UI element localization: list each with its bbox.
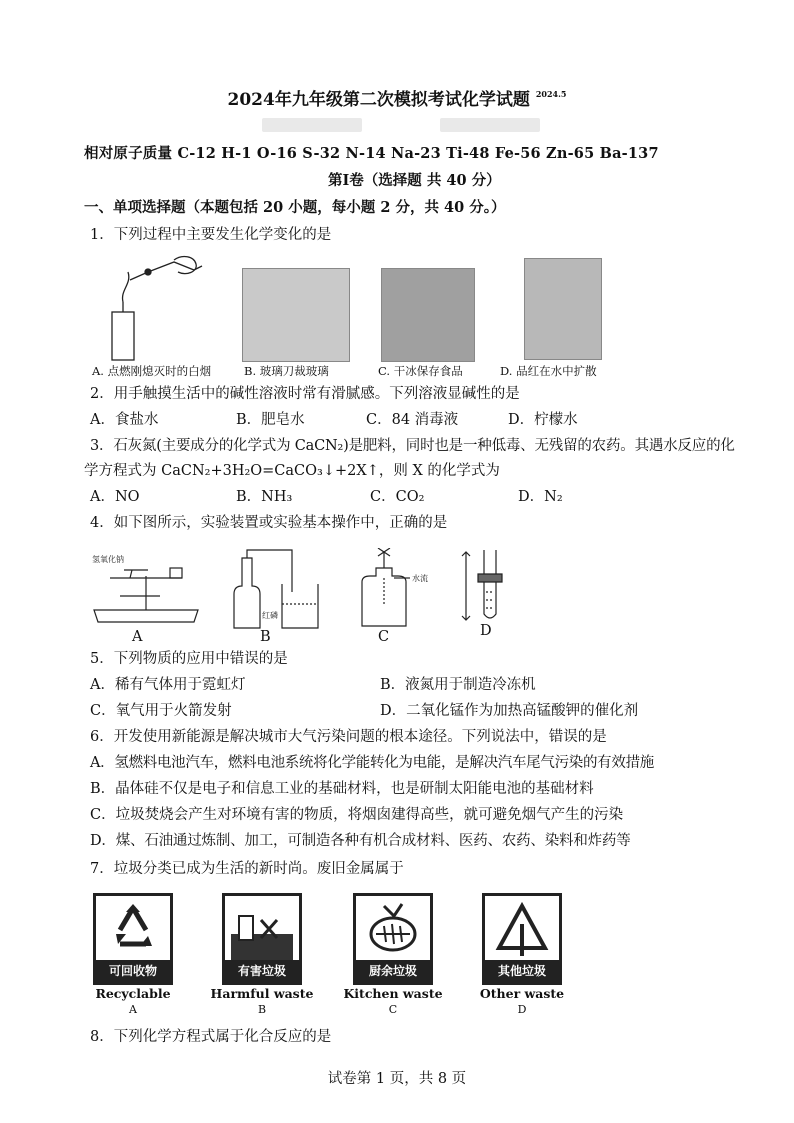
q2-option-c: C．84 消毒液 (366, 412, 459, 428)
q7-label-b: B (257, 1003, 267, 1016)
test-tube-figure (456, 548, 516, 628)
q5-option-c: C．氧气用于火箭发射 (90, 703, 232, 719)
redacted-field (262, 118, 362, 132)
q5-option-b: B．液氮用于制造冷冻机 (380, 677, 536, 693)
q7-label-a: A (129, 1003, 137, 1016)
kitchen-label: 厨余垃圾 (356, 960, 430, 982)
q5-stem: 5．下列物质的应用中错误的是 (90, 651, 288, 667)
title-text: 2024年九年级第二次模拟考试化学试题 (227, 90, 530, 110)
other-label: 其他垃圾 (485, 960, 559, 982)
water-label: 水流 (412, 574, 428, 583)
q3-stem-line2: 学方程式为 CaCN₂+3H₂O=CaCO₃↓+2X↑，则 X 的化学式为 (84, 463, 500, 479)
harmful-label: 有害垃圾 (225, 960, 299, 982)
q6-option-b: B．晶体硅不仅是电子和信息工业的基础材料，也是研制太阳能电池的基础材料 (90, 781, 594, 797)
q6-option-d: D．煤、石油通过炼制、加工，可制造各种有机合成材料、医药、农药、染料和炸药等 (90, 833, 631, 849)
dye-diffusion-photo (524, 258, 602, 360)
q3-stem-line1: 3．石灰氮(主要成分的化学式为 CaCN₂)是肥料，同时也是一种低毒、无残留的农药。其遇水反应的化 (90, 438, 735, 454)
q4-label-b: B (260, 629, 271, 645)
q5-option-d: D．二氧化锰作为加热高锰酸钾的催化剂 (380, 703, 639, 719)
harmful-en: Harmful waste (210, 986, 314, 1001)
page-footer: 试卷第 1 页，共 8 页 (327, 1071, 467, 1087)
dry-ice-photo (381, 268, 475, 362)
kitchen-bin-sign (353, 893, 433, 985)
balance-figure (90, 548, 202, 628)
q8-stem: 8．下列化学方程式属于化合反应的是 (90, 1029, 332, 1045)
harmful-bin-sign (222, 893, 302, 985)
q6-option-a: A．氢燃料电池汽车，燃料电池系统将化学能转化为电能，是解决汽车尾气污染的有效措施 (90, 755, 654, 771)
battery-icon (225, 898, 299, 962)
q4-label-c: C (378, 629, 390, 645)
q1-caption-d: D. 品红在水中扩散 (500, 364, 597, 378)
q3-option-d: D．N₂ (518, 489, 563, 505)
q2-stem: 2．用手触摸生活中的碱性溶液时常有滑腻感。下列溶液显碱性的是 (90, 386, 520, 402)
q3-option-b: B．NH₃ (236, 489, 293, 505)
balance-label: 氢氧化钠 (92, 555, 124, 564)
kitchen-en: Kitchen waste (343, 986, 443, 1001)
q2-option-a: A．食盐水 (90, 412, 159, 428)
fish-bone-icon (356, 898, 430, 962)
q4-label-a: A (132, 629, 143, 645)
q3-option-a: A．NO (90, 489, 140, 505)
q2-option-b: B．肥皂水 (236, 412, 305, 428)
q6-option-c: C．垃圾焚烧会产生对环境有害的物质，将烟囱建得高些，就可避免烟气产生的污染 (90, 807, 624, 823)
apparatus-label: 红磷 (262, 611, 278, 620)
q3-option-c: C．CO₂ (370, 489, 425, 505)
atomic-masses: 相对原子质量 C-12 H-1 O-16 S-32 N-14 Na-23 Ti-48 Fe-56 Zn-65 Ba-137 (84, 145, 659, 162)
q1-caption-a: A. 点燃刚熄灭时的白烟 (92, 364, 212, 378)
q2-option-d: D．柠檬水 (508, 412, 578, 428)
q7-label-d: D (517, 1003, 527, 1016)
phosphorus-apparatus-figure (226, 548, 326, 630)
q5-option-a: A．稀有气体用于霓虹灯 (90, 677, 246, 693)
q7-label-c: C (388, 1003, 398, 1016)
recyclable-en: Recyclable (95, 986, 171, 1001)
recyclable-label: 可回收物 (96, 960, 170, 982)
exam-title (0, 85, 794, 110)
recycle-icon (96, 898, 170, 962)
recyclable-bin-sign (93, 893, 173, 985)
section-heading: 第Ⅰ卷（选择题 共 40 分） (328, 172, 501, 189)
iron-burning-figure (354, 548, 446, 628)
other-bin-sign (482, 893, 562, 985)
other-en: Other waste (479, 986, 565, 1001)
other-waste-icon (485, 898, 559, 962)
redacted-field (440, 118, 540, 132)
exam-date: 2024.5 (535, 89, 567, 99)
part-heading: 一、单项选择题（本题包括 20 小题，每小题 2 分，共 40 分。） (84, 199, 506, 216)
candle-figure (90, 250, 220, 362)
q1-stem: 1．下列过程中主要发生化学变化的是 (90, 227, 332, 243)
glass-cutting-photo (242, 268, 350, 362)
q6-stem: 6．开发使用新能源是解决城市大气污染问题的根本途径。下列说法中，错误的是 (90, 729, 607, 745)
q1-caption-b: B. 玻璃刀裁玻璃 (244, 364, 329, 378)
q1-caption-c: C. 干冰保存食品 (378, 364, 463, 378)
q4-label-d: D (480, 623, 492, 639)
q7-stem: 7．垃圾分类已成为生活的新时尚。废旧金属属于 (90, 861, 404, 877)
q4-stem: 4．如下图所示，实验装置或实验基本操作中，正确的是 (90, 515, 448, 531)
